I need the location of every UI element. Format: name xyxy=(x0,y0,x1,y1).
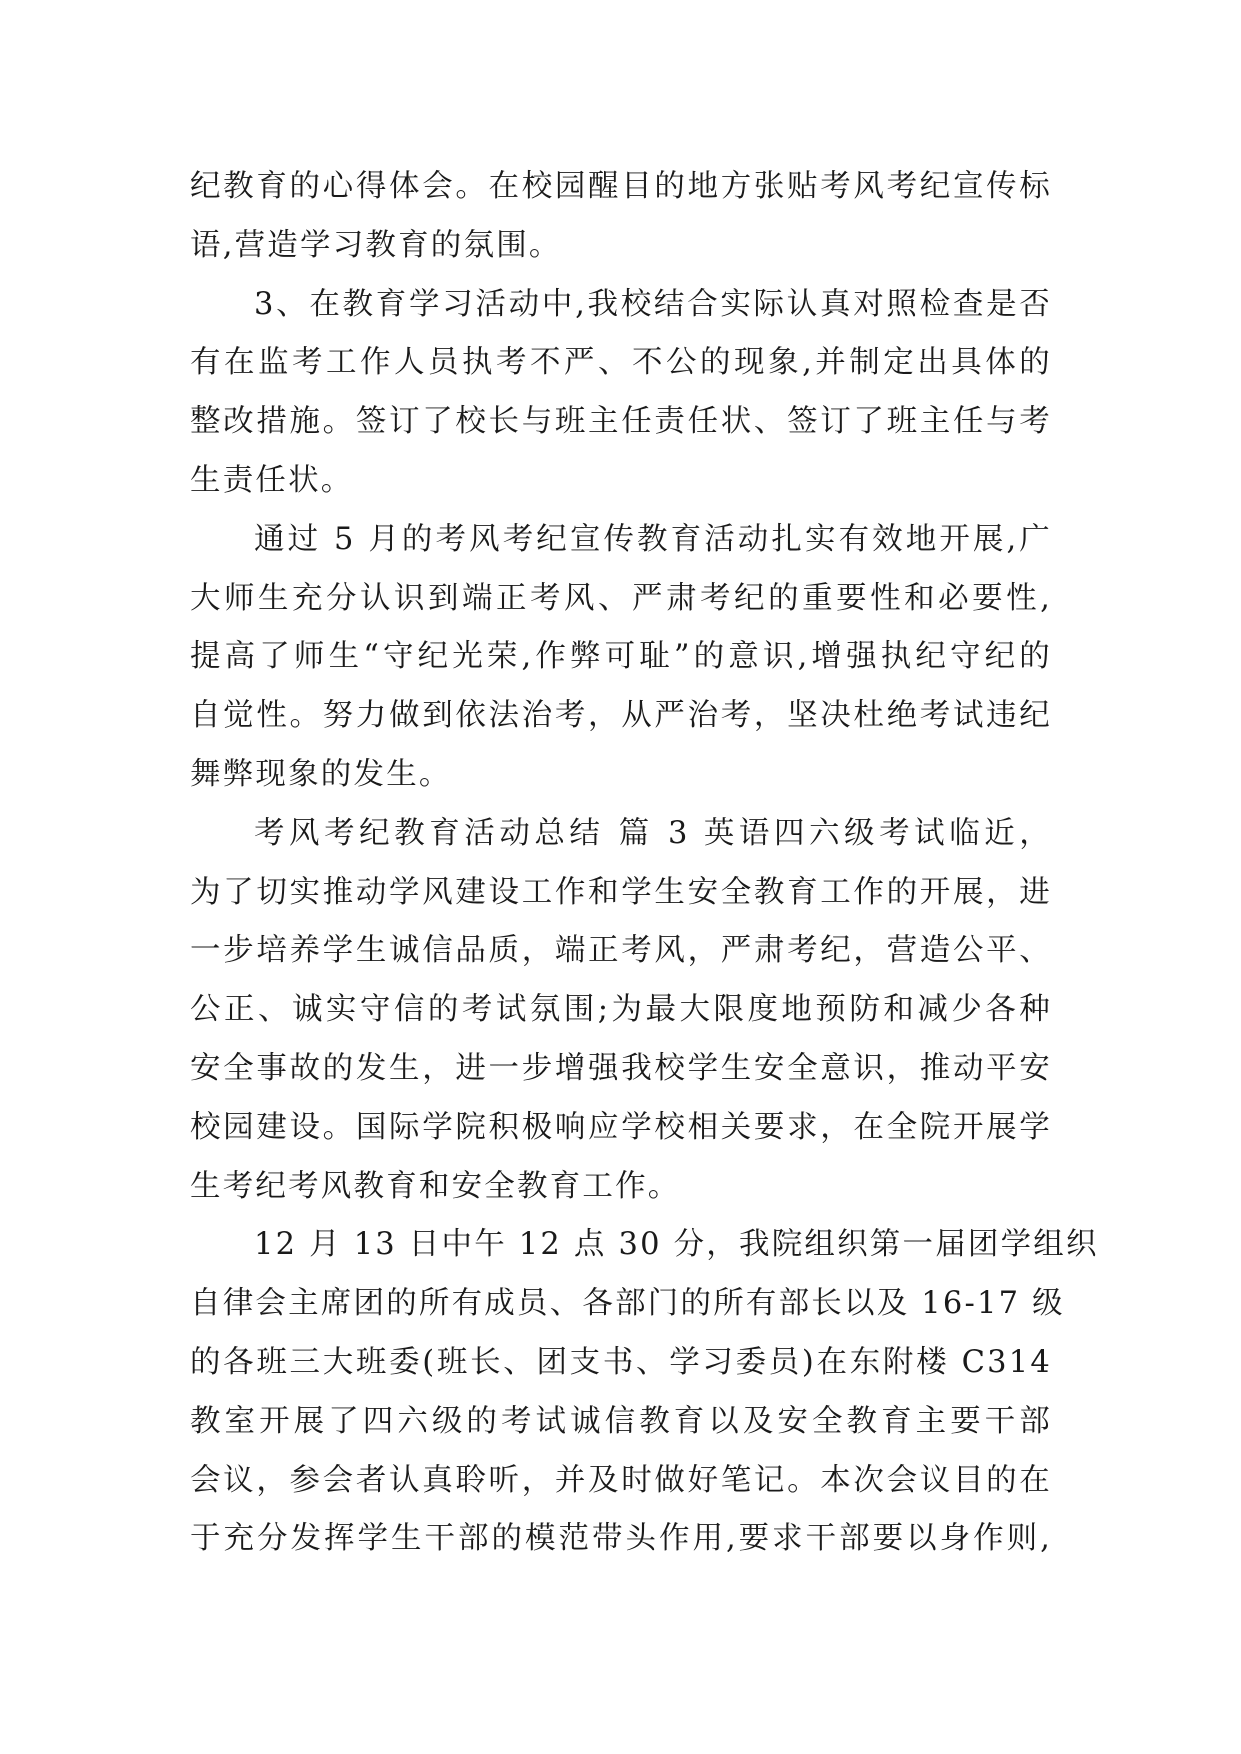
text-line: 自觉性。努力做到依法治考，从严治考，坚决杜绝考试违纪 xyxy=(190,698,1052,734)
text-line: 纪教育的心得体会。在校园醒目的地方张贴考风考纪宣传标 xyxy=(190,169,1052,204)
text-line: 有在监考工作人员执考不严、不公的现象,并制定出具体的 xyxy=(190,345,1052,381)
text-line: 生责任状。 xyxy=(190,462,354,498)
text-line: 大师生充分认识到端正考风、严肃考纪的重要性和必要性, xyxy=(190,580,1052,616)
text-line: 语,营造学习教育的氛围。 xyxy=(190,227,562,263)
text-line: 的各班三大班委(班长、团支书、学习委员)在东附楼 C314 xyxy=(190,1344,1052,1380)
text-line: 舞弊现象的发生。 xyxy=(190,756,452,792)
text-line: 校园建设。国际学院积极响应学校相关要求，在全院开展学 xyxy=(190,1109,1052,1145)
text-line: 生考纪考风教育和安全教育工作。 xyxy=(190,1168,681,1204)
text-line: 通过 5 月的考风考纪宣传教育活动扎实有效地开展,广 xyxy=(254,521,1052,557)
text-line: 提高了师生“守纪光荣,作弊可耻”的意识,增强执纪守纪的 xyxy=(190,639,1052,675)
text-line: 安全事故的发生，进一步增强我校学生安全意识，推动平安 xyxy=(190,1050,1052,1086)
text-line: 会议，参会者认真聆听，并及时做好笔记。本次会议目的在 xyxy=(190,1462,1052,1498)
text-line: 整改措施。签订了校长与班主任责任状、签订了班主任与考 xyxy=(190,404,1052,440)
text-line: 一步培养学生诚信品质，端正考风，严肃考纪，营造公平、 xyxy=(190,933,1052,969)
text-line: 教室开展了四六级的考试诚信教育以及安全教育主要干部 xyxy=(190,1403,1052,1439)
text-line: 3、在教育学习活动中,我校结合实际认真对照检查是否 xyxy=(254,286,1052,322)
text-line: 自律会主席团的所有成员、各部门的所有部长以及 16-17 级 xyxy=(190,1286,1065,1322)
body-text xyxy=(190,158,1099,1569)
text-line: 12 月 13 日中午 12 点 30 分，我院组织第一届团学组织 xyxy=(254,1227,1099,1263)
text-line: 于充分发挥学生干部的模范带头作用,要求干部要以身作则, xyxy=(190,1521,1052,1557)
text-line: 公正、诚实守信的考试氛围;为最大限度地预防和减少各种 xyxy=(190,992,1052,1028)
text-line: 为了切实推动学风建设工作和学生安全教育工作的开展，进 xyxy=(190,874,1052,910)
section-heading-line: 考风考纪教育活动总结 篇 3 英语四六级考试临近， xyxy=(254,815,1052,851)
